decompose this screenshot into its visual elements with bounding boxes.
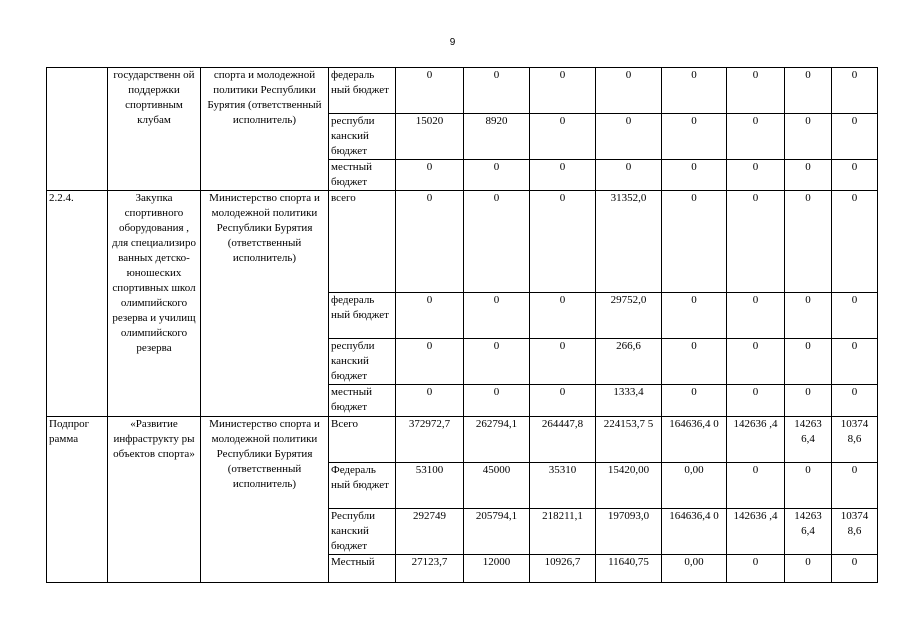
cell-value: 0 (662, 191, 727, 293)
cell-value: 142636 ,4 (727, 509, 785, 555)
cell-value: 197093,0 (596, 509, 662, 555)
cell-value: 15020 (396, 114, 464, 160)
cell-source: местный бюджет (329, 385, 396, 417)
cell-value: 0 (832, 293, 878, 339)
cell-value: 0 (396, 293, 464, 339)
cell-value: 0 (727, 385, 785, 417)
cell-value: 264447,8 (530, 417, 596, 463)
cell-value: 0 (464, 68, 530, 114)
cell-value: 0 (727, 191, 785, 293)
cell-value: 0 (727, 293, 785, 339)
cell-source: Местный (329, 555, 396, 583)
cell-value: 0 (727, 160, 785, 191)
cell-value: 0 (530, 160, 596, 191)
cell-value: 0 (596, 68, 662, 114)
cell-value: 45000 (464, 463, 530, 509)
cell-value: 0 (727, 339, 785, 385)
cell-value: 0 (396, 339, 464, 385)
cell-value: 0 (785, 293, 832, 339)
cell-value: 218211,1 (530, 509, 596, 555)
cell-value: 0 (464, 293, 530, 339)
cell-value: 31352,0 (596, 191, 662, 293)
cell-value: 0 (662, 114, 727, 160)
cell-value: 0 (396, 160, 464, 191)
cell-source: Всего (329, 417, 396, 463)
cell-value: 29752,0 (596, 293, 662, 339)
cell-value: 0 (662, 385, 727, 417)
cell-value: 0 (785, 555, 832, 583)
cell-source: федераль ный бюджет (329, 68, 396, 114)
cell-value: 15420,00 (596, 463, 662, 509)
cell-value: 0 (530, 114, 596, 160)
page-number: 9 (449, 37, 456, 48)
cell-value: 35310 (530, 463, 596, 509)
cell-value: 0 (464, 339, 530, 385)
cell-value: 164636,4 0 (662, 417, 727, 463)
cell-value: 0 (832, 463, 878, 509)
cell-value: 0 (662, 68, 727, 114)
cell-value: 0 (785, 339, 832, 385)
cell-source: местный бюджет (329, 160, 396, 191)
cell-value: 0 (832, 114, 878, 160)
table-row (47, 191, 878, 293)
cell-value: 10926,7 (530, 555, 596, 583)
cell-value: 0 (596, 114, 662, 160)
cell-value: 0 (727, 463, 785, 509)
cell-value: 10374 8,6 (832, 417, 878, 463)
cell-value: 0 (396, 385, 464, 417)
cell-value: 0 (530, 339, 596, 385)
cell-value: 0 (662, 293, 727, 339)
cell-code (47, 68, 108, 191)
cell-executor: Министерство спорта и молодежной политики Республики Бурятия (ответственный исполнитель) (201, 191, 329, 417)
cell-value: 0,00 (662, 463, 727, 509)
cell-source: Федераль ный бюджет (329, 463, 396, 509)
cell-value: 0 (832, 191, 878, 293)
cell-code: Подпрог рамма (47, 417, 108, 583)
cell-value: 0 (785, 160, 832, 191)
cell-value: 0 (785, 191, 832, 293)
cell-value: 0,00 (662, 555, 727, 583)
cell-value: 142636 ,4 (727, 417, 785, 463)
cell-value: 0 (530, 385, 596, 417)
cell-source: Республи канский бюджет (329, 509, 396, 555)
cell-code: 2.2.4. (47, 191, 108, 417)
cell-value: 1333,4 (596, 385, 662, 417)
cell-executor: спорта и молодежной политики Республики Бурятия (ответственный исполнитель) (201, 68, 329, 191)
cell-value: 266,6 (596, 339, 662, 385)
cell-executor: Министерство спорта и молодежной политики Республики Бурятия (ответственный исполнитель) (201, 417, 329, 583)
cell-event-name: «Развитие инфраструкту ры объектов спорта» (108, 417, 201, 583)
cell-value: 27123,7 (396, 555, 464, 583)
cell-event-name: Закупка спортивного оборудования , для специализиро ванных детско- юношеских спортивных школ олимпийского резерва и училищ олимпийского резерва (108, 191, 201, 417)
cell-value: 0 (832, 160, 878, 191)
cell-source: республи канский бюджет (329, 339, 396, 385)
cell-value: 0 (727, 68, 785, 114)
cell-value: 0 (396, 191, 464, 293)
cell-value: 0 (727, 114, 785, 160)
cell-value: 292749 (396, 509, 464, 555)
cell-value: 372972,7 (396, 417, 464, 463)
budget-table (46, 67, 878, 583)
cell-value: 0 (464, 385, 530, 417)
cell-source: республи канский бюджет (329, 114, 396, 160)
cell-value: 224153,7 5 (596, 417, 662, 463)
cell-value: 12000 (464, 555, 530, 583)
table-row (47, 68, 878, 114)
cell-value: 0 (832, 68, 878, 114)
cell-value: 11640,75 (596, 555, 662, 583)
cell-value: 0 (832, 555, 878, 583)
cell-value: 14263 6,4 (785, 509, 832, 555)
cell-value: 0 (785, 114, 832, 160)
cell-value: 0 (530, 68, 596, 114)
cell-value: 0 (662, 339, 727, 385)
cell-source: федераль ный бюджет (329, 293, 396, 339)
cell-value: 8920 (464, 114, 530, 160)
cell-value: 0 (785, 385, 832, 417)
cell-value: 205794,1 (464, 509, 530, 555)
cell-source: всего (329, 191, 396, 293)
cell-value: 0 (464, 160, 530, 191)
cell-value: 14263 6,4 (785, 417, 832, 463)
cell-value: 0 (662, 160, 727, 191)
table-row (47, 417, 878, 463)
cell-value: 0 (832, 385, 878, 417)
cell-value: 0 (464, 191, 530, 293)
cell-value: 0 (396, 68, 464, 114)
cell-value: 0 (727, 555, 785, 583)
cell-value: 53100 (396, 463, 464, 509)
cell-value: 0 (785, 463, 832, 509)
cell-value: 0 (785, 68, 832, 114)
cell-event-name: государственн ой поддержки спортивным клубам (108, 68, 201, 191)
cell-value: 10374 8,6 (832, 509, 878, 555)
cell-value: 164636,4 0 (662, 509, 727, 555)
cell-value: 0 (530, 191, 596, 293)
cell-value: 262794,1 (464, 417, 530, 463)
cell-value: 0 (530, 293, 596, 339)
cell-value: 0 (832, 339, 878, 385)
cell-value: 0 (596, 160, 662, 191)
